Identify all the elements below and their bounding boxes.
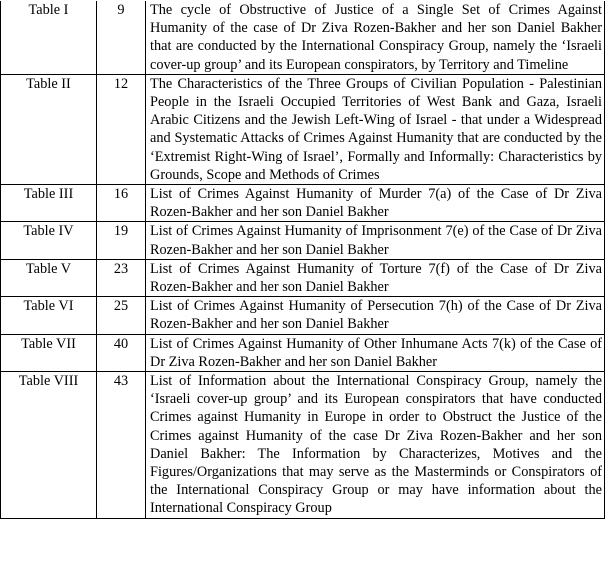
table-label: Table VI xyxy=(1,297,97,334)
table-description: The Characteristics of the Three Groups of Civilian Population - Palestinian People in the Israeli Occupied Territories of West Bank and Gaza, Israeli Arabic Citizens and the Jewish Left-Wing of Israel - that under a Widespread and Systematic Attacks of Crimes Against Humanity that are conducted by the ‘Extremist Right-Wing of Israel’, Formally and Informally: Characteristics by Grounds, Scope and Methods of Crimes xyxy=(146,74,605,184)
table-label: Table VII xyxy=(1,334,97,371)
table-row xyxy=(1,1,605,74)
table-description: List of Crimes Against Humanity of Imprisonment 7(e) of the Case of Dr Ziva Rozen-Bakher and her son Daniel Bakher xyxy=(146,222,605,259)
page-number: 43 xyxy=(97,372,146,519)
table-description: The cycle of Obstructive of Justice of a Single Set of Crimes Against Humanity of the case of Dr Ziva Rozen-Bakher and her son Daniel Bakher that are conducted by the International Conspiracy Group, namely the ‘Israeli cover-up group’ and its European conspirators, by Territory and Timeline xyxy=(146,1,605,74)
table-row xyxy=(1,372,605,519)
table-description: List of Crimes Against Humanity of Persecution 7(h) of the Case of Dr Ziva Rozen-Bakher and her son Daniel Bakher xyxy=(146,297,605,334)
page-number: 19 xyxy=(97,222,146,259)
page-number: 9 xyxy=(97,1,146,74)
page-number: 16 xyxy=(97,185,146,222)
table-row xyxy=(1,222,605,259)
table-label: Table VIII xyxy=(1,372,97,519)
table-label: Table III xyxy=(1,185,97,222)
page-number: 40 xyxy=(97,334,146,371)
page-number: 25 xyxy=(97,297,146,334)
table-row xyxy=(1,297,605,334)
table-label: Table II xyxy=(1,74,97,184)
table-label: Table IV xyxy=(1,222,97,259)
page-number: 23 xyxy=(97,259,146,296)
list-of-tables xyxy=(0,1,605,519)
table-label: Table I xyxy=(1,1,97,74)
table-row xyxy=(1,74,605,184)
table-description: List of Information about the International Conspiracy Group, namely the ‘Israeli cover-up group’ and its European conspirators that have conducted Crimes against Humanity in Europe in order to Obstruct the Justice of the Crimes against Humanity of the case Dr Ziva Rozen-Bakher and her son Daniel Bakher: The Information by Characterizes, Motives and the Figures/Organizations that may serve as the Masterminds or Conspirators of the International Conspiracy Group or may have information about the International Conspiracy Group xyxy=(146,372,605,519)
table-label: Table V xyxy=(1,259,97,296)
table-description: List of Crimes Against Humanity of Other Inhumane Acts 7(k) of the Case of Dr Ziva Rozen-Bakher and her son Daniel Bakher xyxy=(146,334,605,371)
table-row xyxy=(1,185,605,222)
table-row xyxy=(1,259,605,296)
page-number: 12 xyxy=(97,74,146,184)
table-description: List of Crimes Against Humanity of Murder 7(a) of the Case of Dr Ziva Rozen-Bakher and her son Daniel Bakher xyxy=(146,185,605,222)
table-description: List of Crimes Against Humanity of Torture 7(f) of the Case of Dr Ziva Rozen-Bakher and her son Daniel Bakher xyxy=(146,259,605,296)
table-row xyxy=(1,334,605,371)
